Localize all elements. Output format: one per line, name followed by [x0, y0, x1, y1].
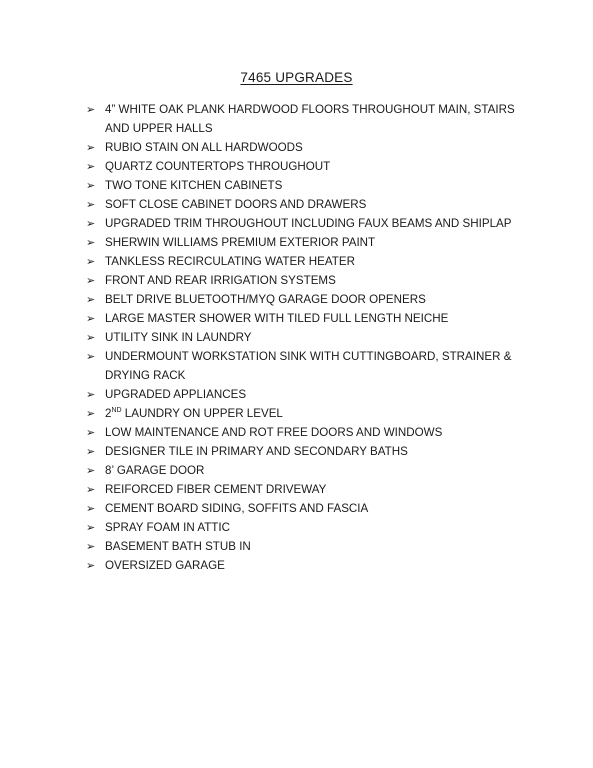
- list-item-text: [105, 464, 204, 477]
- list-item-label: CEMENT BOARD SIDING, SOFFITS AND FASCIA: [105, 502, 369, 515]
- page-title-text: 7465 UPGRADES: [240, 70, 353, 85]
- list-item-label: SHERWIN WILLIAMS PREMIUM EXTERIOR PAINT: [105, 236, 376, 249]
- list-item: [86, 157, 536, 176]
- arrow-bullet-icon: ➢: [86, 293, 96, 306]
- arrow-bullet-icon: ➢: [86, 559, 96, 572]
- list-item-label: UPGRADED TRIM THROUGHOUT INCLUDING FAUX BEAMS AND SHIPLAP: [105, 217, 512, 230]
- list-item-text: [105, 274, 336, 287]
- list-item-label: TWO TONE KITCHEN CABINETS: [105, 179, 283, 192]
- list-item-text: [105, 217, 512, 230]
- list-item-text: [105, 179, 282, 192]
- list-item-label: BASEMENT BATH STUB IN: [105, 540, 251, 553]
- arrow-bullet-icon: ➢: [86, 141, 96, 154]
- arrow-bullet-icon: ➢: [86, 312, 96, 325]
- ordinal-superscript: ND: [111, 407, 122, 415]
- list-item: [86, 347, 536, 385]
- list-item: [86, 556, 536, 575]
- list-item-text: [105, 502, 368, 515]
- list-item: [86, 385, 536, 404]
- arrow-bullet-icon: ➢: [86, 502, 96, 515]
- list-item-label: UPGRADED APPLIANCES: [105, 388, 247, 401]
- list-item-text: [105, 445, 408, 458]
- list-item-label: RUBIO STAIN ON ALL HARDWOODS: [105, 141, 303, 154]
- list-item-label: OVERSIZED GARAGE: [105, 559, 225, 572]
- arrow-bullet-icon: ➢: [86, 274, 96, 287]
- arrow-bullet-icon: ➢: [86, 483, 96, 496]
- list-item-label: 4” WHITE OAK PLANK HARDWOOD FLOORS THROUGHOUT MAIN, STAIRS AND UPPER HALLS: [105, 103, 515, 135]
- arrow-bullet-icon: ➢: [86, 103, 96, 116]
- arrow-bullet-icon: ➢: [86, 350, 96, 363]
- list-item-text: [105, 103, 515, 135]
- list-item-text: [105, 141, 303, 154]
- list-item-text: [105, 483, 326, 496]
- list-item-text: [105, 521, 230, 534]
- list-item: [86, 271, 536, 290]
- list-item-label: QUARTZ COUNTERTOPS THROUGHOUT: [105, 160, 331, 173]
- list-item-label: FRONT AND REAR IRRIGATION SYSTEMS: [105, 274, 336, 287]
- list-item-text: [105, 407, 283, 420]
- list-item-label: LAUNDRY ON UPPER LEVEL: [121, 407, 283, 420]
- arrow-bullet-icon: ➢: [86, 331, 96, 344]
- arrow-bullet-icon: ➢: [86, 540, 96, 553]
- list-item-label: SOFT CLOSE CABINET DOORS AND DRAWERS: [105, 198, 367, 211]
- list-item-label: SPRAY FOAM IN ATTIC: [105, 521, 230, 534]
- list-item-text: [105, 293, 426, 306]
- arrow-bullet-icon: ➢: [86, 388, 96, 401]
- list-item: [86, 499, 536, 518]
- arrow-bullet-icon: ➢: [86, 179, 96, 192]
- list-item-label: TANKLESS RECIRCULATING WATER HEATER: [105, 255, 355, 268]
- arrow-bullet-icon: ➢: [86, 464, 96, 477]
- list-item-label: DESIGNER TILE IN PRIMARY AND SECONDARY BATHS: [105, 445, 408, 458]
- list-item-text: [105, 350, 511, 382]
- list-item-label: UTILITY SINK IN LAUNDRY: [105, 331, 252, 344]
- list-item: [86, 404, 536, 423]
- arrow-bullet-icon: ➢: [86, 445, 96, 458]
- page-title: [0, 70, 593, 85]
- arrow-bullet-icon: ➢: [86, 236, 96, 249]
- arrow-bullet-icon: ➢: [86, 160, 96, 173]
- list-item: [86, 518, 536, 537]
- list-item-text: [105, 426, 442, 439]
- list-item: [86, 328, 536, 347]
- list-item: [86, 309, 536, 328]
- list-item-label: UNDERMOUNT WORKSTATION SINK WITH CUTTINGBOARD, STRAINER & DRYING RACK: [105, 350, 512, 382]
- list-item-label: REIFORCED FIBER CEMENT DRIVEWAY: [105, 483, 327, 496]
- list-item-text: [105, 540, 251, 553]
- arrow-bullet-icon: ➢: [86, 426, 96, 439]
- arrow-bullet-icon: ➢: [86, 217, 96, 230]
- list-item-text: [105, 198, 366, 211]
- list-item: [86, 233, 536, 252]
- list-item: [86, 214, 536, 233]
- list-item-label: LOW MAINTENANCE AND ROT FREE DOORS AND WINDOWS: [105, 426, 443, 439]
- list-item-text: [105, 388, 246, 401]
- upgrade-list: [86, 100, 536, 575]
- list-item-text: [105, 160, 330, 173]
- list-item-label: LARGE MASTER SHOWER WITH TILED FULL LENGTH NEICHE: [105, 312, 449, 325]
- list-item-label: 8’ GARAGE DOOR: [105, 464, 205, 477]
- arrow-bullet-icon: ➢: [86, 407, 96, 420]
- list-item: [86, 100, 536, 138]
- list-item-label: BELT DRIVE BLUETOOTH/MYQ GARAGE DOOR OPENERS: [105, 293, 426, 306]
- list-item-prefix: 2: [105, 407, 112, 420]
- arrow-bullet-icon: ➢: [86, 198, 96, 211]
- list-item-text: [105, 236, 375, 249]
- list-item: [86, 195, 536, 214]
- list-item: [86, 290, 536, 309]
- arrow-bullet-icon: ➢: [86, 521, 96, 534]
- list-item: [86, 461, 536, 480]
- list-item-text: [105, 255, 355, 268]
- list-item: [86, 480, 536, 499]
- list-item-text: [105, 331, 251, 344]
- arrow-bullet-icon: ➢: [86, 255, 96, 268]
- list-item: [86, 442, 536, 461]
- list-item: [86, 252, 536, 271]
- list-item: [86, 537, 536, 556]
- list-item: [86, 176, 536, 195]
- list-item-text: [105, 312, 448, 325]
- list-item: [86, 423, 536, 442]
- list-item: [86, 138, 536, 157]
- list-item-text: [105, 559, 225, 572]
